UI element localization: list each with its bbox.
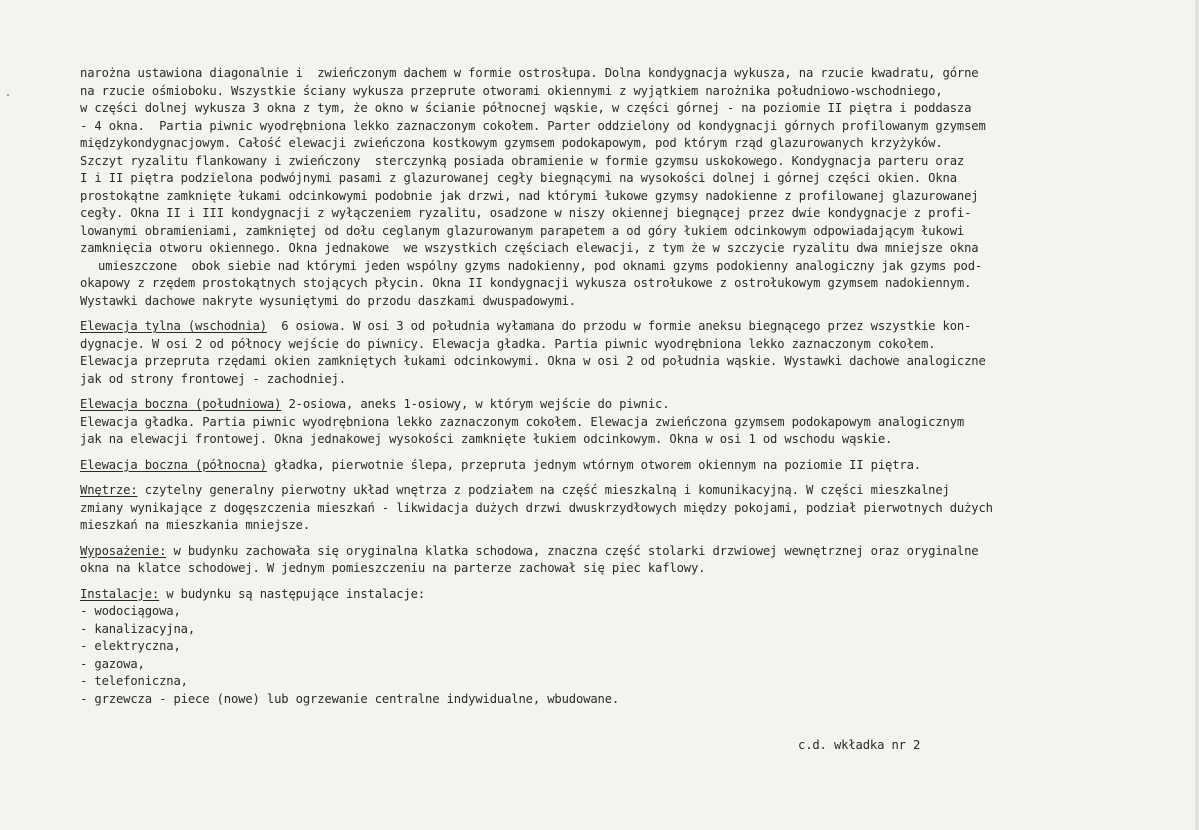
section-heading: Elewacja boczna (południowa) bbox=[80, 397, 282, 411]
text-line: zamknięcia otworu okiennego. Okna jednakowe we wszystkich częściach elewacji, z tym że w szczycie ryzalitu dwa mniejsze okna bbox=[80, 241, 979, 255]
paragraph-facade-description bbox=[80, 65, 1150, 310]
text-run: w budynku zachowała się oryginalna klatka schodowa, znaczna część stolarki drzwiowej wewnętrznej oraz oryginalne bbox=[166, 543, 979, 558]
section-heading: Wnętrze: bbox=[80, 483, 138, 497]
page-edge-shadow bbox=[1195, 0, 1199, 830]
text-line: Elewacja przepruta rzędami okien zamkniętych łukami odcinkowymi. Okna w osi 2 od południa wąskie. Wystawki dachowe analogiczne bbox=[80, 354, 986, 368]
text-line: I i II piętra podzielona podwójnymi pasami z glazurowanej cegły biegnącymi na wysokości dolnej i górnej części okien. Okna bbox=[80, 171, 957, 185]
section-installations bbox=[80, 586, 1150, 709]
section-heading: Wyposażenie: bbox=[80, 543, 167, 558]
paper-speck bbox=[7, 94, 9, 96]
list-item: - telefoniczna, bbox=[80, 674, 188, 688]
section-equipment bbox=[80, 543, 1150, 578]
section-south-elevation bbox=[80, 396, 1150, 449]
text-line: Szczyt ryzalitu flankowany i zwieńczony sterczynką posiada obramienie w formie gzymsu uskokowego. Kondygnacja parteru oraz bbox=[80, 153, 965, 168]
continuation-note: c.d. wkładka nr 2 bbox=[798, 738, 921, 752]
text-line: Elewacja gładka. Partia piwnic wyodrębniona lekko zaznaczonym cokołem. Elewacja zwieńczona gzymsem podokapowym analogicznym bbox=[80, 414, 965, 429]
section-heading: Elewacja boczna (północna) bbox=[80, 457, 267, 472]
text-line: prostokątne zamknięte łukami odcinkowymi podobnie jak drzwi, nad którymi łukowe gzymsy nadokienne z profilowanej glazurowanej bbox=[80, 188, 979, 203]
section-interior bbox=[80, 482, 1150, 535]
text-line: jak od strony frontowej - zachodniej. bbox=[80, 371, 346, 386]
text-line: - 4 okna. Partia piwnic wyodrębniona lekko zaznaczonym cokołem. Parter oddzielony od kondygnacji górnych profilowanym gzymsem bbox=[80, 118, 986, 133]
text-run: 6 osiowa. W osi 3 od południa wyłamana do przodu w formie aneksu biegnącego przez wszystkie kon- bbox=[266, 319, 972, 333]
text-run: 2-osiowa, aneks 1-osiowy, w którym wejście do piwnic. bbox=[281, 397, 670, 411]
list-item: - elektryczna, bbox=[80, 639, 181, 653]
text-line: w części dolnej wykusza 3 okna z tym, że okno w ścianie północnej wąskie, w części górnej - na poziomie II piętra i poddasza bbox=[80, 101, 972, 115]
text-line: jak na elewacji frontowej. Okna jednakowej wysokości zamknięte łukiem odcinkowym. Okna w osi 1 od wschodu wąskie. bbox=[80, 432, 893, 446]
document-body bbox=[80, 65, 1150, 708]
text-line: dygnacje. W osi 2 od północy wejście do piwnicy. Elewacja gładka. Partia piwnic wyodrębniona lekko zaznaczonym cokołem. bbox=[80, 336, 936, 351]
text-run: czytelny generalny pierwotny układ wnętrza z podziałem na część mieszkalną i komunikacyjną. W części mieszkalnej bbox=[137, 483, 950, 497]
text-line: na rzucie ośmioboku. Wszystkie ściany wykusza przeprute otworami okiennymi z wyjątkiem narożnika południowo-wschodniego, bbox=[80, 83, 943, 98]
list-item: - grzewcza - piece (nowe) lub ogrzewanie centralne indywidualne, wbudowane. bbox=[80, 691, 620, 706]
text-line-indented: umieszczone obok siebie nad którymi jeden wspólny gzyms nadokienny, pod oknami gzyms podokienny analogiczny jak gzyms pod- bbox=[98, 258, 983, 273]
text-line: okna na klatce schodowej. W jednym pomieszczeniu na parterze zachował się piec kaflowy. bbox=[80, 561, 706, 575]
text-line: Wystawki dachowe nakryte wysuniętymi do przodu daszkami dwuspadowymi. bbox=[80, 293, 576, 308]
list-item: - kanalizacyjna, bbox=[80, 621, 195, 636]
list-item: - wodociągowa, bbox=[80, 604, 181, 618]
text-line: międzykondygnacjowym. Całość elewacji zwieńczona kostkowym gzymsem podokapowym, pod którym rząd glazurowanych krzyżyków. bbox=[80, 136, 943, 150]
text-line: zmiany wynikające z dogęszczenia mieszkań - likwidacja dużych drzwi dwuskrzydłowych między pokojami, podział pierwotnych dużych bbox=[80, 500, 993, 515]
text-line: okapowy z rzędem prostokątnych stojących płycin. Okna II kondygnacji wykusza ostrołukowe z ostrołukowym gzymsem nadokiennym. bbox=[80, 276, 972, 290]
text-line: cegły. Okna II i III kondygnacji z wyłączeniem ryzalitu, osadzone w niszy okiennej biegnącej przez dwie kondygnacje z profi- bbox=[80, 206, 972, 220]
section-north-elevation bbox=[80, 457, 1150, 475]
text-run: gładka, pierwotnie ślepa, przepruta jednym wtórnym otworem okiennym na poziomie II piętra. bbox=[266, 457, 921, 472]
text-line: narożna ustawiona diagonalnie i zwieńczonym dachem w formie ostrosłupa. Dolna kondygnacja wykusza, na rzucie kwadratu, górne bbox=[80, 66, 979, 80]
section-heading: Elewacja tylna (wschodnia) bbox=[80, 319, 267, 333]
section-heading: Instalacje: bbox=[80, 586, 160, 601]
text-run: w budynku są następujące instalacje: bbox=[159, 586, 425, 601]
text-line: lowanymi obramieniami, zamkniętej od dołu ceglanym glazurowanym parapetem a od góry łukiem odcinkowym odpowiadającym łukowi bbox=[80, 223, 965, 238]
text-line: mieszkań na mieszkania mniejsze. bbox=[80, 518, 310, 532]
list-item: - gazowa, bbox=[80, 656, 145, 671]
section-east-elevation bbox=[80, 318, 1150, 388]
